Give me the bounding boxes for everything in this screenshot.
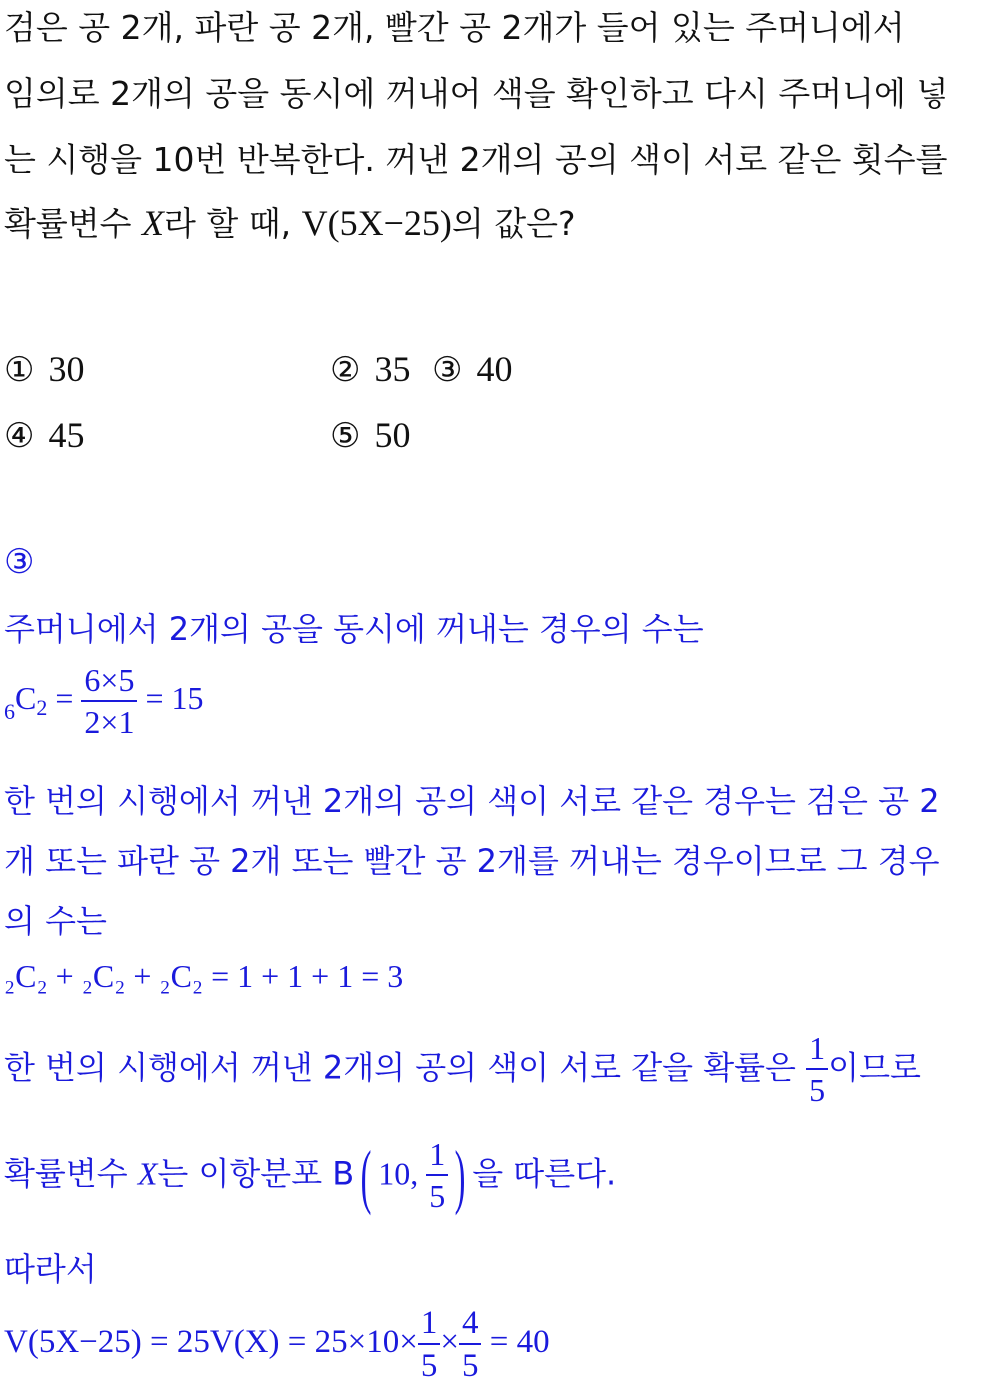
eq3-numerator-2: 4 [459, 1306, 482, 1345]
choice-3-value: 40 [476, 349, 513, 389]
s4-args: 10, [378, 1155, 427, 1192]
variable-x: X [142, 203, 165, 243]
combination-equation-1 [4, 664, 203, 739]
s3-denominator: 5 [809, 1071, 826, 1108]
binomial-p-fraction [426, 1138, 448, 1213]
solution-sentence-4 [4, 1135, 617, 1216]
s4-variable-x: X [137, 1155, 158, 1192]
s4-denominator: 5 [429, 1177, 446, 1214]
eq3-fraction-2 [459, 1306, 482, 1383]
eq1-c: C [15, 679, 37, 716]
question-line-4-pre: 확률변수 [4, 204, 143, 243]
solution-sentence-2a: 한 번의 시행에서 꺼낸 2개의 공의 색이 서로 같은 경우는 검은 공 2 [4, 782, 940, 820]
solution-sentence-2b: 개 또는 파란 공 2개 또는 빨간 공 2개를 꺼내는 경우이므로 그 경우 [4, 842, 940, 880]
s3-numerator: 1 [806, 1032, 828, 1070]
eq3-numerator-1: 1 [418, 1306, 441, 1345]
question-line-4-post: 의 값은? [451, 204, 576, 243]
question-line-1: 검은 공 2개, 파란 공 2개, 빨간 공 2개가 들어 있는 주머니에서 [4, 8, 905, 47]
s3-post: 이므로 [828, 1048, 921, 1087]
eq1-numerator: 6×5 [81, 664, 137, 702]
eq1-presub: 6 [4, 698, 15, 724]
choice-2-mark: ② [330, 350, 361, 390]
combination-equation-2: ₂C₂ + ₂C₂ + ₂C₂ = 1 + 1 + 1 = 3 [4, 958, 404, 994]
choice-2-value: 35 [374, 349, 411, 389]
question-line-4 [4, 198, 576, 245]
s4-numerator: 1 [426, 1138, 448, 1176]
s4-post: 을 따른다. [472, 1154, 617, 1193]
eq1-result: = 15 [137, 679, 204, 716]
choice-5-value: 50 [374, 415, 411, 455]
question-line-3: 는 시행을 10번 반복한다. 꺼낸 2개의 공의 색이 서로 같은 횟수를 [4, 140, 948, 179]
question-line-4-mid: 라 할 때, [164, 204, 302, 243]
choice-4-value: 45 [48, 415, 85, 455]
solution-sentence-1: 주머니에서 2개의 공을 동시에 꺼내는 경우의 수는 [4, 610, 704, 648]
choice-4[interactable] [4, 414, 84, 456]
variance-expression: V(5X−25) [301, 203, 452, 243]
eq3-denominator-1: 5 [420, 1347, 438, 1384]
eq3-pre: V(5X−25) = 25V(X) = 25×10× [4, 1324, 418, 1361]
eq1-equals: = [47, 679, 82, 716]
choice-3-mark: ③ [432, 350, 463, 390]
s4-pre: 확률변수 [4, 1154, 138, 1193]
left-paren: ( [360, 1135, 372, 1216]
solution-sentence-2c: 의 수는 [4, 902, 107, 940]
eq3-times: × [440, 1324, 459, 1361]
choice-3[interactable] [432, 348, 512, 390]
choice-1-mark: ① [4, 350, 35, 390]
eq1-denominator: 2×1 [84, 703, 135, 740]
answer-mark: ③ [4, 542, 35, 582]
choice-5[interactable] [330, 414, 410, 456]
eq3-fraction-1 [418, 1306, 441, 1383]
choice-5-mark: ⑤ [330, 416, 361, 456]
choice-4-mark: ④ [4, 416, 35, 456]
question-line-2: 임의로 2개의 공을 동시에 꺼내어 색을 확인하고 다시 주머니에 넣 [4, 74, 949, 113]
choice-2[interactable] [330, 348, 410, 390]
choice-1-value: 30 [48, 349, 85, 389]
right-paren: ) [454, 1135, 466, 1216]
probability-fraction [806, 1032, 828, 1107]
eq1-sub: 2 [36, 694, 48, 720]
eq1-fraction [81, 664, 137, 739]
variance-equation [4, 1306, 550, 1383]
eq3-denominator-2: 5 [461, 1347, 479, 1384]
choice-1[interactable] [4, 348, 84, 390]
solution-sentence-5: 따라서 [4, 1250, 97, 1288]
solution-sentence-3 [4, 1032, 921, 1107]
eq3-result: = 40 [481, 1324, 550, 1361]
s3-pre: 한 번의 시행에서 꺼낸 2개의 공의 색이 서로 같을 확률은 [4, 1048, 807, 1087]
s4-mid: 는 이항분포 B [157, 1154, 355, 1193]
